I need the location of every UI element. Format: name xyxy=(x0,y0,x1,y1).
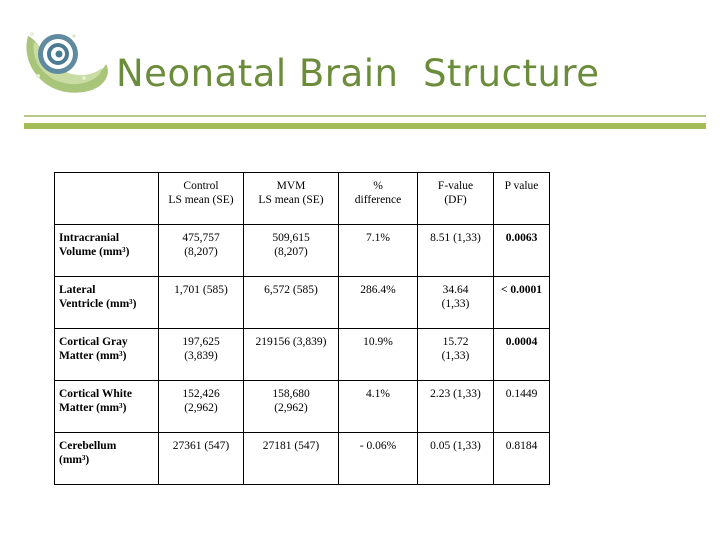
mvm-cell: 158,680 (2,962) xyxy=(244,381,339,433)
difference-cell: 4.1% xyxy=(339,381,418,433)
mvm-cell: 219156 (3,839) xyxy=(244,329,339,381)
header-cell-empty xyxy=(55,173,159,225)
table-row xyxy=(55,433,550,485)
row-label: Cortical Gray Matter (mm³) xyxy=(55,329,159,381)
title-divider-thin xyxy=(24,115,706,117)
spiral-logo-icon xyxy=(14,12,114,102)
table-header-row xyxy=(55,173,550,225)
p-value-cell: < 0.0001 xyxy=(494,277,550,329)
header-control: Control LS mean (SE) xyxy=(159,173,244,225)
difference-cell: 7.1% xyxy=(339,225,418,277)
p-value-cell: 0.1449 xyxy=(494,381,550,433)
header-mvm: MVM LS mean (SE) xyxy=(244,173,339,225)
table-row xyxy=(55,225,550,277)
mvm-cell: 509,615 (8,207) xyxy=(244,225,339,277)
f-value-cell: 34.64 (1,33) xyxy=(418,277,494,329)
control-cell: 475,757 (8,207) xyxy=(159,225,244,277)
control-cell: 27361 (547) xyxy=(159,433,244,485)
f-value-cell: 15.72 (1,33) xyxy=(418,329,494,381)
f-value-cell: 2.23 (1,33) xyxy=(418,381,494,433)
header-p-value: P value xyxy=(494,173,550,225)
f-value-cell: 0.05 (1,33) xyxy=(418,433,494,485)
control-cell: 1,701 (585) xyxy=(159,277,244,329)
brain-structure-table xyxy=(54,172,550,485)
table-row xyxy=(55,329,550,381)
row-label: Cerebellum (mm³) xyxy=(55,433,159,485)
mvm-cell: 27181 (547) xyxy=(244,433,339,485)
row-label: Intracranial Volume (mm³) xyxy=(55,225,159,277)
difference-cell: - 0.06% xyxy=(339,433,418,485)
title-divider-thick xyxy=(24,123,706,129)
p-value-cell: 0.0063 xyxy=(494,225,550,277)
difference-cell: 10.9% xyxy=(339,329,418,381)
row-label: Cortical White Matter (mm³) xyxy=(55,381,159,433)
slide-title: Neonatal Brain Structure xyxy=(116,52,600,95)
table-row xyxy=(55,277,550,329)
mvm-cell: 6,572 (585) xyxy=(244,277,339,329)
p-value-cell: 0.0004 xyxy=(494,329,550,381)
header-f-value: F-value (DF) xyxy=(418,173,494,225)
row-label: Lateral Ventricle (mm³) xyxy=(55,277,159,329)
difference-cell: 286.4% xyxy=(339,277,418,329)
header-percent-difference: % difference xyxy=(339,173,418,225)
control-cell: 197,625 (3,839) xyxy=(159,329,244,381)
table-row xyxy=(55,381,550,433)
p-value-cell: 0.8184 xyxy=(494,433,550,485)
control-cell: 152,426 (2,962) xyxy=(159,381,244,433)
f-value-cell: 8.51 (1,33) xyxy=(418,225,494,277)
